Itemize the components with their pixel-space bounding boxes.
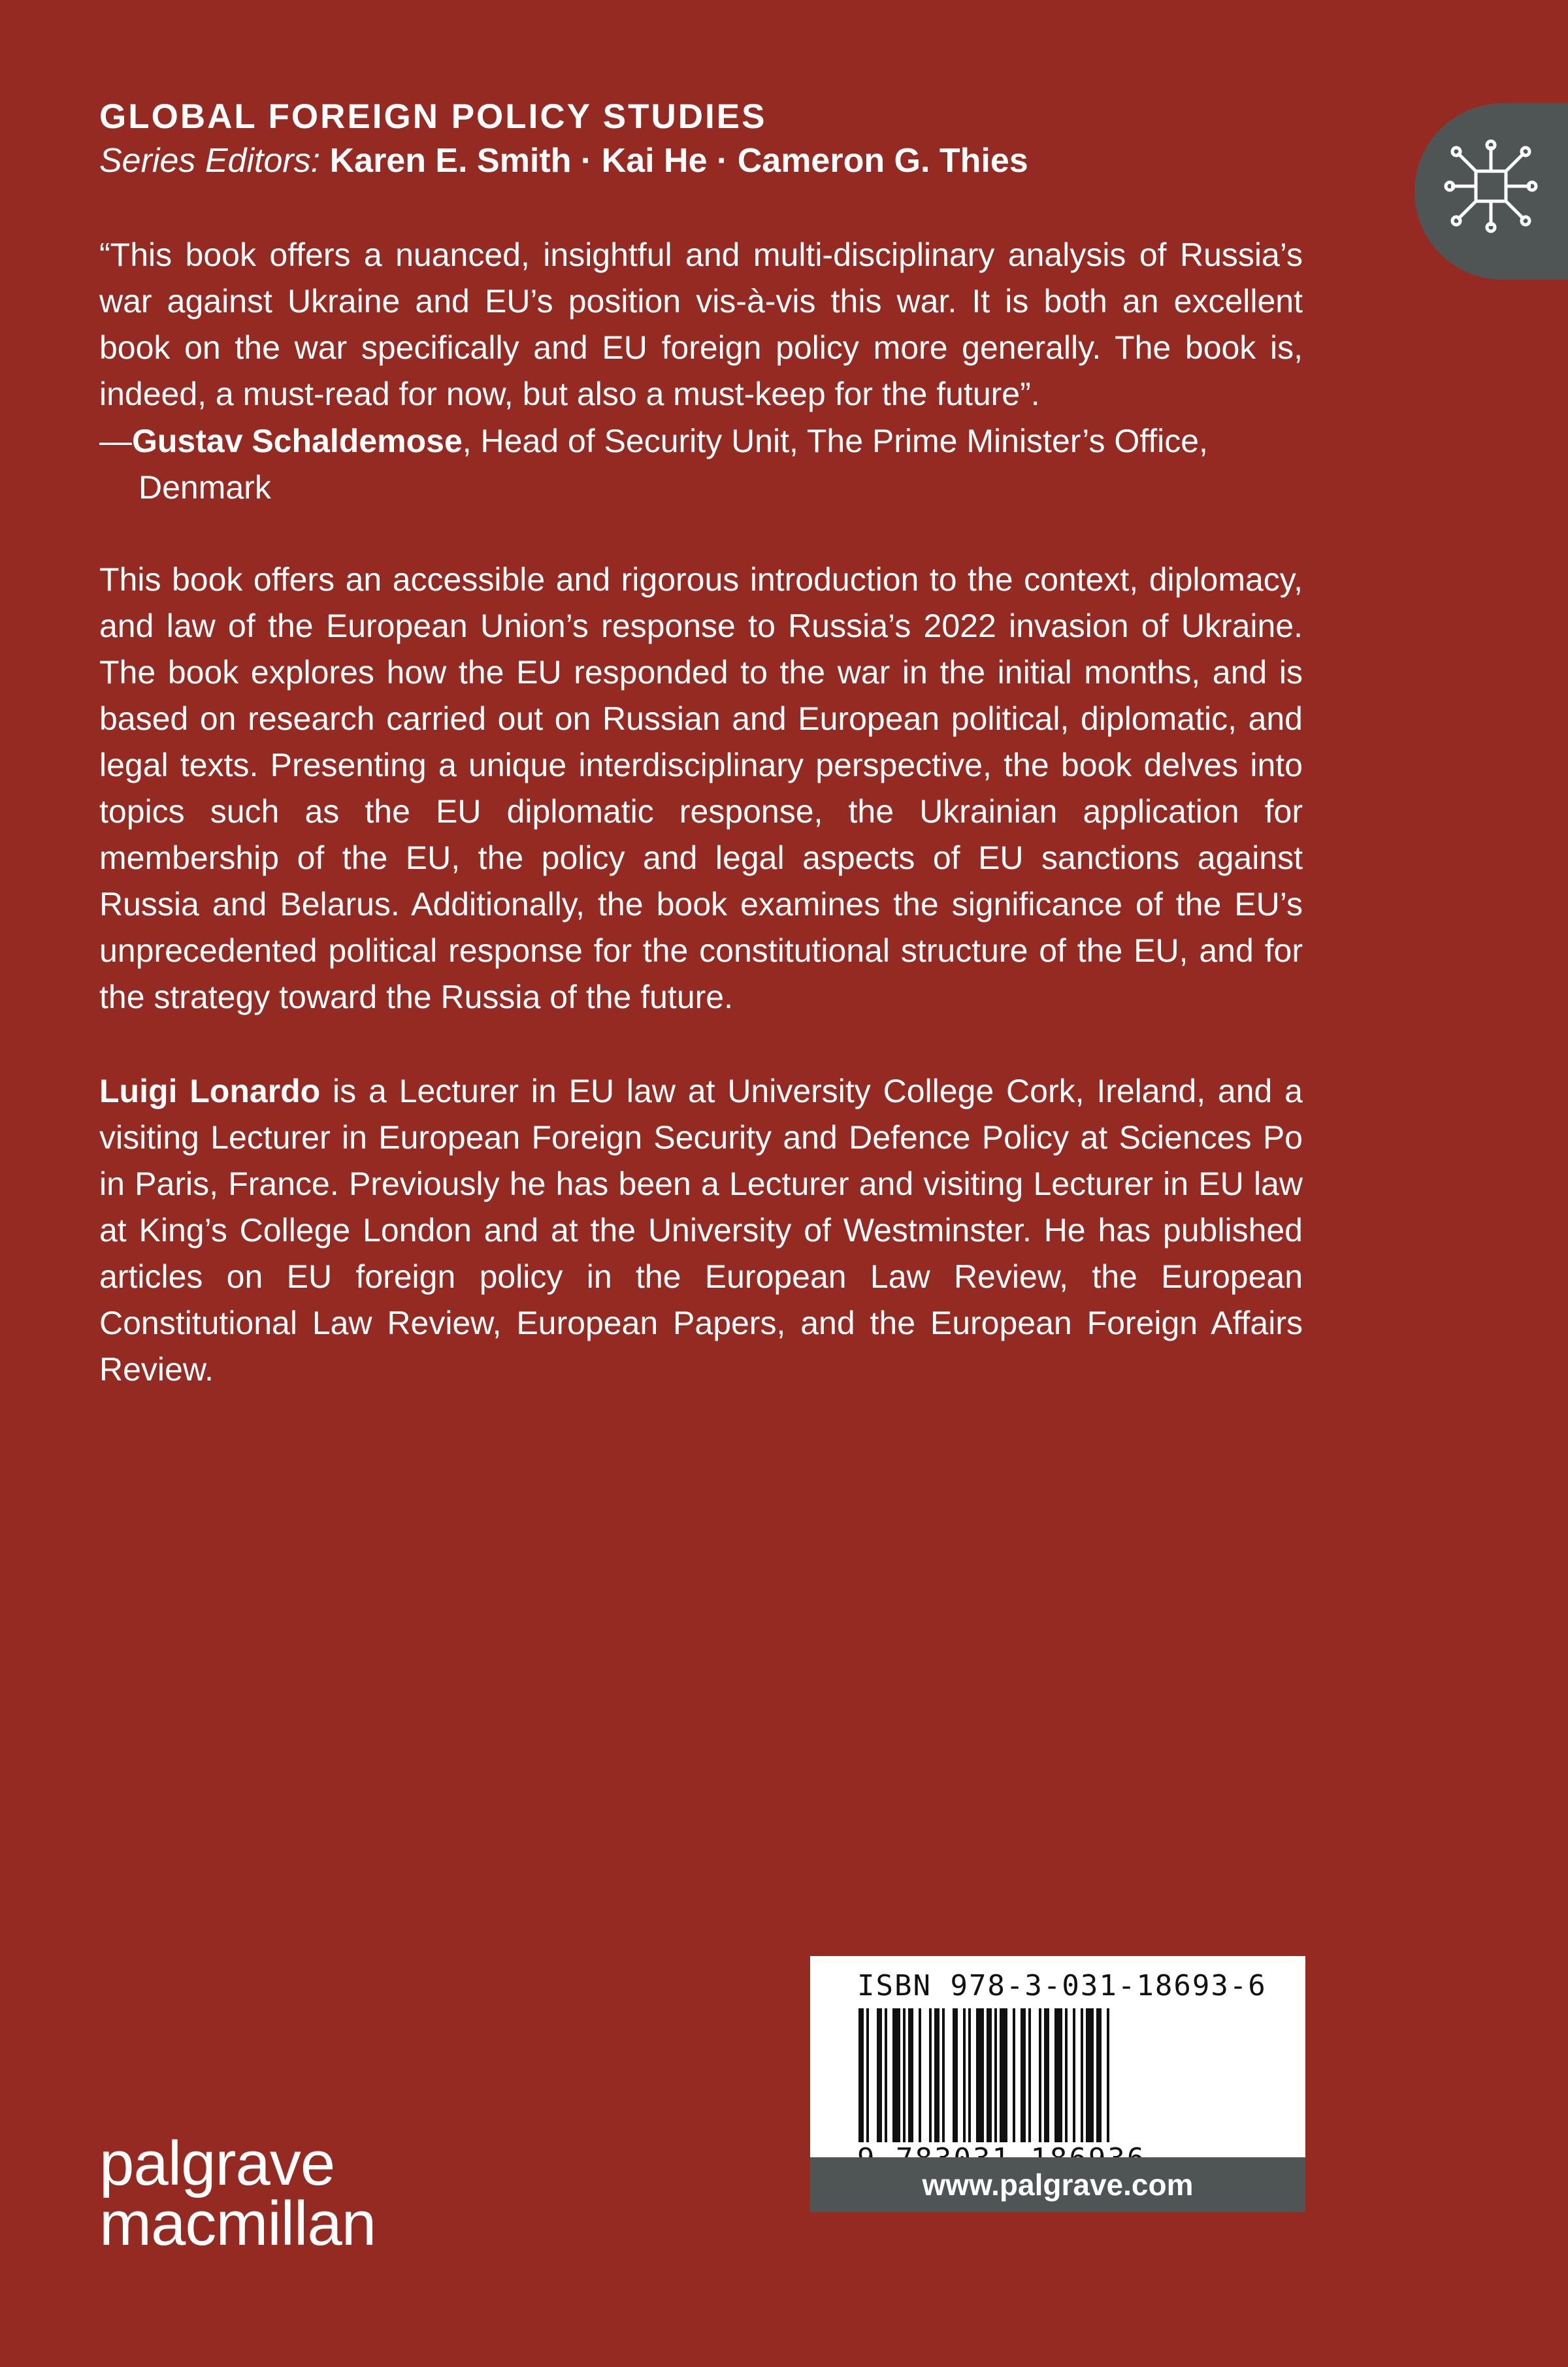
barcode-bar bbox=[1065, 2008, 1068, 2159]
barcode-bar bbox=[1073, 2008, 1075, 2159]
network-node-icon bbox=[1442, 137, 1540, 235]
publisher-url: www.palgrave.com bbox=[810, 2157, 1305, 2212]
author-bio-text: is a Lecturer in EU law at University College Cork, Ireland, and a visiting Lecturer in European Foreign Security and Defence Policy at Sciences Po in Paris, France. Previously he has been a Lecturer and visiting Lecturer in EU law at King’s College London and at the University of Westminster. He has published articles on EU foreign policy in the European Law Review, the European Constitutional Law Review, European Papers, and the European Foreign Affairs Review. bbox=[99, 1073, 1303, 1388]
series-title: GLOBAL FOREIGN POLICY STUDIES bbox=[99, 97, 767, 136]
endorsement-attribution bbox=[99, 418, 1342, 511]
series-editors-names: Karen E. Smith · Kai He · Cameron G. Thies bbox=[329, 142, 1028, 180]
barcode-bar bbox=[942, 2008, 945, 2159]
endorsement-quote: “This book offers a nuanced, insightful and multi-disciplinary analysis of Russia’s war against Ukraine and EU’s position vis-à-vis this war. It is both an excellent book on the war specifically and EU foreign policy more generally. The book is, indeed, a must-read for now, but also a must-keep for the future”. bbox=[99, 237, 1303, 412]
barcode-bar bbox=[987, 2008, 992, 2159]
barcode-bar bbox=[903, 2008, 906, 2159]
barcode-bar bbox=[994, 2008, 997, 2159]
barcode-bar bbox=[892, 2008, 900, 2159]
barcode-bar bbox=[919, 2008, 921, 2159]
author-name: Luigi Lonardo bbox=[99, 1073, 321, 1109]
barcode-bar bbox=[929, 2008, 932, 2159]
barcode-bar bbox=[908, 2008, 913, 2159]
barcode-bar bbox=[963, 2008, 966, 2159]
barcode-bar bbox=[1039, 2008, 1041, 2159]
publisher-logo-line1: palgrave bbox=[99, 2129, 335, 2198]
series-editors bbox=[99, 141, 1028, 180]
barcode-bar bbox=[858, 2008, 864, 2159]
barcode-bar bbox=[1054, 2008, 1062, 2159]
barcode-bar bbox=[1013, 2008, 1015, 2159]
publisher-logo-line2: macmillan bbox=[99, 2189, 376, 2259]
barcode-bar bbox=[866, 2008, 869, 2159]
barcode-bar bbox=[1096, 2008, 1102, 2159]
barcode-box bbox=[810, 1956, 1305, 2212]
barcode-bar bbox=[1081, 2008, 1083, 2159]
barcode-bar bbox=[1000, 2008, 1007, 2159]
barcode-bar bbox=[1044, 2008, 1049, 2159]
series-badge bbox=[1414, 103, 1568, 280]
book-description: This book offers an accessible and rigorous introduction to the context, diplomacy, and law of the European Union’s response to Russia’s 2022 invasion of Ukraine. The book explores how the EU responded to the war in the initial months, and is based on research carried out on Russian and European political, diplomatic, and legal texts. Presenting a unique interdisciplinary perspective, the book delves into topics such as the EU diplomatic response, the Ukrainian application for membership of the EU, the policy and legal aspects of EU sanctions against Russia and Belarus. Additionally, the book examines the significance of the EU’s unprecedented political response for the constitutional structure of the EU, and for the strategy toward the Russia of the future. bbox=[99, 561, 1303, 1015]
author-bio bbox=[99, 1068, 1303, 1393]
attribution-dash: — bbox=[99, 423, 132, 459]
series-editors-label: Series Editors: bbox=[99, 142, 321, 180]
publisher-logo bbox=[99, 2129, 376, 2259]
barcode-bar bbox=[934, 2008, 939, 2159]
barcode-bar bbox=[968, 2008, 971, 2159]
barcode-bar bbox=[953, 2008, 958, 2159]
barcode-image bbox=[858, 2008, 1257, 2159]
barcode-bar bbox=[885, 2008, 887, 2159]
barcode-bar bbox=[1021, 2008, 1026, 2159]
endorser-affiliation: , Head of Security Unit, The Prime Minister’s Office, Denmark bbox=[139, 423, 1208, 506]
barcode-bar bbox=[1028, 2008, 1031, 2159]
isbn-label: ISBN 978-3-031-18693-6 bbox=[857, 1969, 1267, 2002]
endorser-name: Gustav Schaldemose bbox=[132, 423, 463, 459]
barcode-bar bbox=[877, 2008, 882, 2159]
barcode-bar bbox=[1107, 2008, 1109, 2159]
barcode-bar bbox=[1086, 2008, 1094, 2159]
barcode-bar bbox=[976, 2008, 984, 2159]
